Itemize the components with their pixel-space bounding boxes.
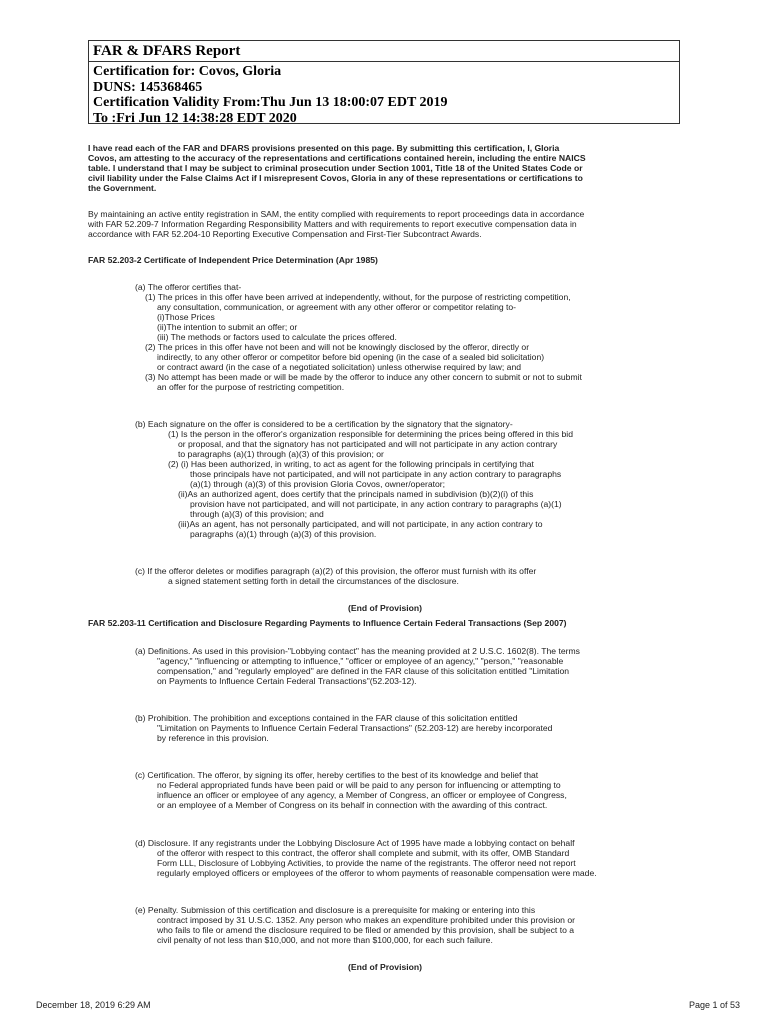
- text-line: of the offeror with respect to this contract, the offeror shall complete and submit, with its offer, OMB Standard: [157, 848, 570, 858]
- footer-date: December 18, 2019 6:29 AM: [36, 1000, 151, 1010]
- text-line: (b) Prohibition. The prohibition and exceptions contained in the FAR clause of this solicitation entitled: [135, 713, 518, 723]
- text-line: to paragraphs (a)(1) through (a)(3) of this provision; or: [178, 449, 384, 459]
- text-line: (iii)As an agent, has not personally participated, and will not participate, in any action contrary to: [178, 519, 543, 529]
- text-line: (ii)As an authorized agent, does certify that the principals named in subdivision (b)(2)(i) of this: [178, 489, 534, 499]
- text-line: or contract award (in the case of a negotiated solicitation) unless otherwise required by law; and: [157, 362, 522, 372]
- report-header: [88, 40, 680, 124]
- text-line: (1) Is the person in the offeror's organization responsible for determining the prices being offered in this bid: [168, 429, 573, 439]
- text-line: paragraphs (a)(1) through (a)(3) of this provision.: [190, 529, 377, 539]
- text-line: or proposal, and that the signatory has not participated and will not participate in any action contrary: [178, 439, 558, 449]
- text-line: (b) Each signature on the offer is considered to be a certification by the signatory that the signatory-: [135, 419, 513, 429]
- text-line: regularly employed officers or employees of the offeror to whom payments of reasonable compensation were made.: [157, 868, 597, 878]
- text-line: influence an officer or employee of any agency, a Member of Congress, an officer or employee of Congress,: [157, 790, 567, 800]
- footer-page-number: Page 1 of 53: [688, 1000, 740, 1010]
- text-line: (a) The offeror certifies that-: [135, 282, 242, 292]
- text-line: no Federal appropriated funds have been paid or will be paid to any person for influencing or attempting to: [157, 780, 561, 790]
- provision-heading: FAR 52.203-2 Certificate of Independent Price Determination (Apr 1985): [88, 255, 378, 265]
- text-line: (i)Those Prices: [157, 312, 215, 322]
- text-line: who fails to file or amend the disclosure required to be filed or amended by this provision, shall be subject to a: [157, 925, 575, 935]
- text-line: an offer for the purpose of restricting competition.: [157, 382, 345, 392]
- text-line: indirectly, to any other offeror or competitor before bid opening (in the case of a sealed bid solicitation): [157, 352, 545, 362]
- text-line: with FAR 52.209-7 Information Regarding Responsibility Matters and with requirements to report executive compensation data in: [88, 219, 577, 229]
- end-of-provision: (End of Provision): [348, 962, 422, 972]
- text-line: provision have not participated, and will not participate, in any action contrary to paragraphs (a)(1): [190, 499, 562, 509]
- text-line: "agency," "influencing or attempting to influence," "officer or employee of an agency," "person," "reasonable: [157, 656, 564, 666]
- provision-heading: FAR 52.203-11 Certification and Disclosure Regarding Payments to Influence Certain Federal Transactions (Sep 2007): [88, 618, 567, 628]
- text-line: (1) The prices in this offer have been arrived at independently, without, for the purpose of restricting competition,: [145, 292, 571, 302]
- text-line: table. I understand that I may be subject to criminal prosecution under Section 1001, Title 18 of the United States Code or: [88, 163, 583, 173]
- text-line: (c) Certification. The offeror, by signing its offer, hereby certifies to the best of its knowledge and belief that: [135, 770, 539, 780]
- text-line: (c) If the offeror deletes or modifies paragraph (a)(2) of this provision, the offeror must furnish with its offer: [135, 566, 537, 576]
- text-line: (e) Penalty. Submission of this certification and disclosure is a prerequisite for making or entering into this: [135, 905, 536, 915]
- text-line: civil liability under the False Claims Act if I misrepresent Covos, Gloria in any of these representations or certifications to: [88, 173, 583, 183]
- text-line: accordance with FAR 52.204-10 Reporting Executive Compensation and First-Tier Subcontract Awards.: [88, 229, 482, 239]
- text-line: (ii)The intention to submit an offer; or: [157, 322, 298, 332]
- text-line: (3) No attempt has been made or will be made by the offeror to induce any other concern to submit or not to submit: [145, 372, 582, 382]
- text-line: By maintaining an active entity registration in SAM, the entity complied with requirements to report proceedings data in accordance: [88, 209, 585, 219]
- text-line: through (a)(3) of this provision; and: [190, 509, 324, 519]
- text-line: (2) (i) Has been authorized, in writing, to act as agent for the following principals in certifying that: [168, 459, 534, 469]
- text-line: civil penalty of not less than $10,000, and not more than $100,000, for each such failure.: [157, 935, 493, 945]
- text-line: I have read each of the FAR and DFARS provisions presented on this page. By submitting this certification, I, Gloria: [88, 143, 560, 153]
- text-line: Covos, am attesting to the accuracy of the representations and certifications contained herein, including the entire NAICS: [88, 153, 586, 163]
- header-divider: [89, 61, 679, 62]
- report-title: FAR & DFARS Report: [93, 43, 241, 59]
- text-line: compensation," and "regularly employed" are defined in the FAR clause of this solicitation entitled "Limitation: [157, 666, 570, 676]
- text-line: (2) The prices in this offer have not been and will not be knowingly disclosed by the offeror, directly or: [145, 342, 530, 352]
- text-line: contract imposed by 31 U.S.C. 1352. Any person who makes an expenditure prohibited under this provision or: [157, 915, 575, 925]
- text-line: a signed statement setting forth in detail the circumstances of the disclosure.: [168, 576, 459, 586]
- validity-from: Certification Validity From:Thu Jun 13 18:00:07 EDT 2019: [93, 95, 448, 110]
- text-line: on Payments to Influence Certain Federal Transactions"(52.203-12).: [157, 676, 417, 686]
- validity-to: To :Fri Jun 12 14:38:28 EDT 2020: [93, 110, 297, 126]
- text-line: Form LLL, Disclosure of Lobbying Activities, to provide the name of the registrants. The offeror need not report: [157, 858, 576, 868]
- text-line: (iii) The methods or factors used to calculate the prices offered.: [157, 332, 397, 342]
- text-line: those principals have not participated, and will not participate in any action contrary to paragraphs: [190, 469, 562, 479]
- text-line: (d) Disclosure. If any registrants under the Lobbying Disclosure Act of 1995 have made a lobbying contact on behalf: [135, 838, 575, 848]
- text-line: by reference in this provision.: [157, 733, 269, 743]
- text-line: any consultation, communication, or agreement with any other offeror or competitor relating to-: [157, 302, 517, 312]
- duns-number: DUNS: 145368465: [93, 79, 203, 95]
- text-line: "Limitation on Payments to Influence Certain Federal Transactions" (52.203-12) are hereby incorporated: [157, 723, 553, 733]
- end-of-provision: (End of Provision): [348, 603, 422, 613]
- text-line: or an employee of a Member of Congress on its behalf in connection with the awarding of this contract.: [157, 800, 548, 810]
- text-line: (a) Definitions. As used in this provision-"Lobbying contact" has the meaning provided at 2 U.S.C. 1602(8). The terms: [135, 646, 580, 656]
- text-line: (a)(1) through (a)(3) of this provision Gloria Covos, owner/operator;: [190, 479, 446, 489]
- text-line: the Government.: [88, 183, 157, 193]
- certification-for: Certification for: Covos, Gloria: [93, 64, 282, 79]
- certification-details: [93, 64, 448, 126]
